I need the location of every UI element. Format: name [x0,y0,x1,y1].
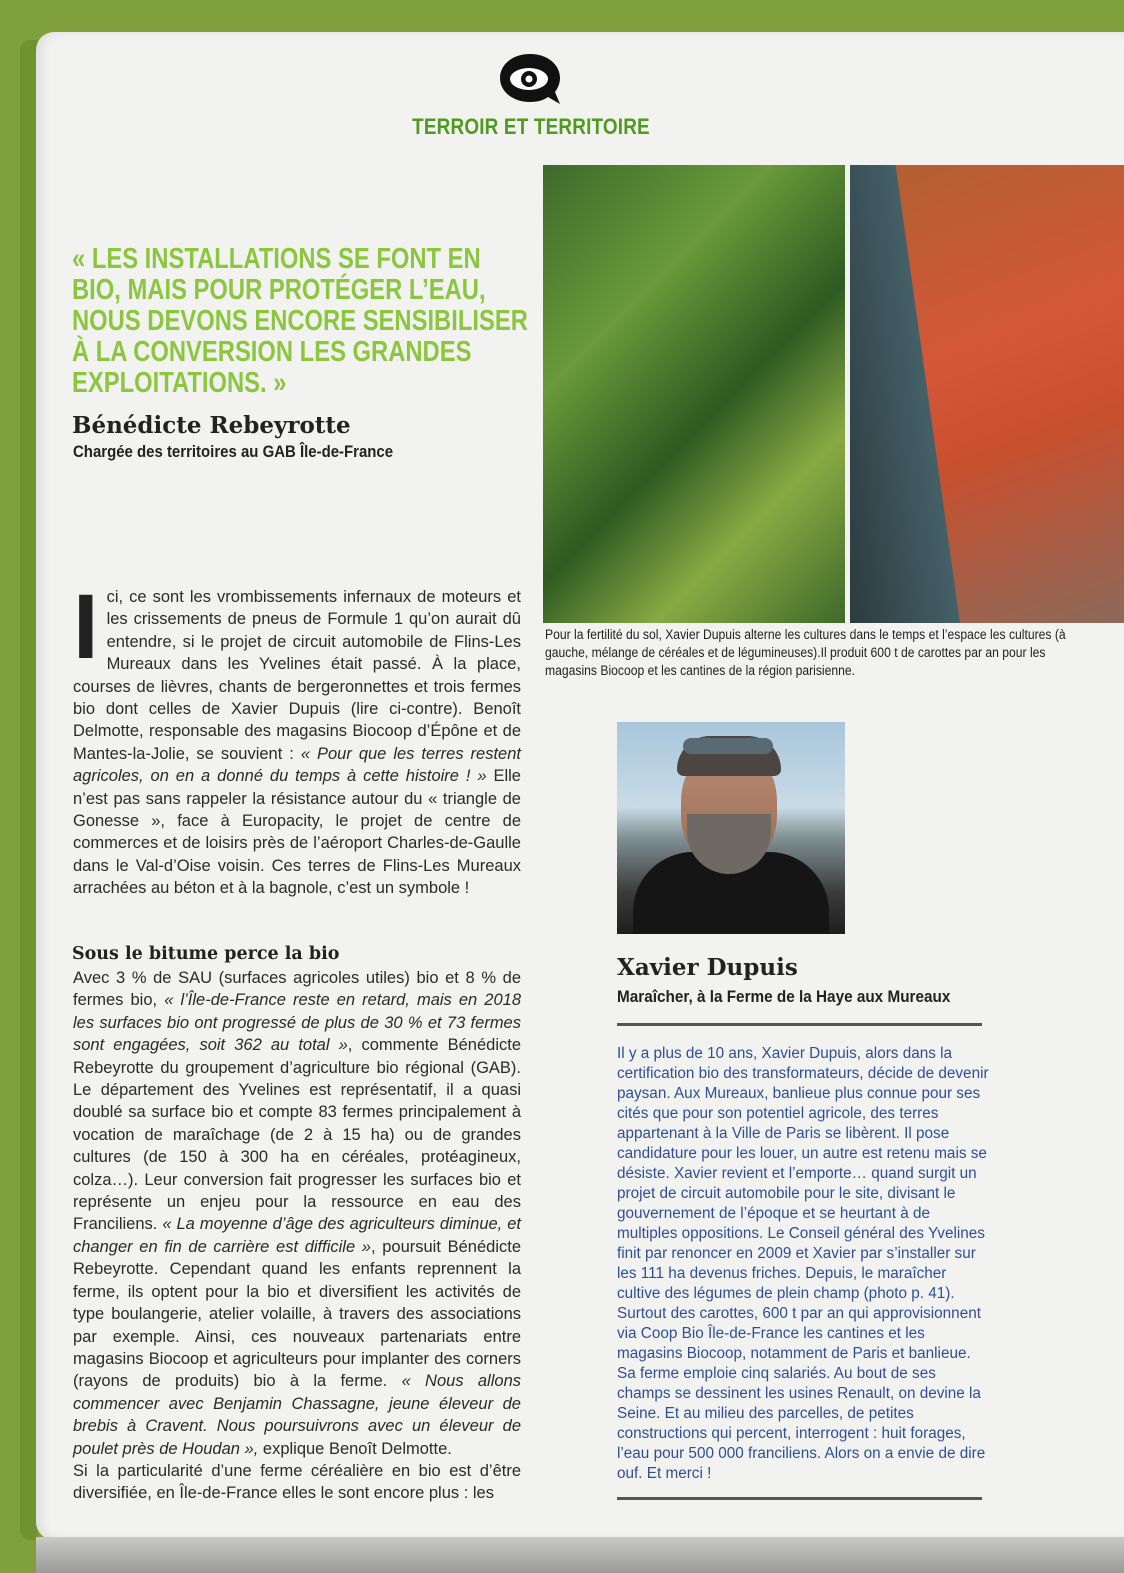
text-run: , poursuit Bénédicte Rebeyrotte. Cependant quand les enfants reprennent la ferme, ils optent pour la bio et diversifient les activités de type boulangerie, atelier volaille, à travers des associations par exemple. Ainsi, ces nouveaux partenariats entre magasins Biocoop et agriculteurs pour implanter des corners (rayons de produits) bio à la ferme. [73,1237,521,1391]
quote-run: « Pour que les terres restent agricoles, on en a donné du temps à cette histoire ! » [73,744,521,786]
profile-role: Maraîcher, à la Ferme de la Haye aux Mureaux [617,987,951,1006]
text-run: Si la particularité d’une ferme céréalière en bio est d’être diversifiée, en Île-de-France elles le sont encore plus : les [73,1461,521,1503]
eye-icon [498,52,562,106]
section-title: TERROIR ET TERRITOIRE [412,114,650,139]
quote-run: « l’Île-de-France reste en retard, mais en 2018 les surfaces bio ont progressé de plus de 30 % et 73 fermes sont engagées, soit 362 au total » [73,991,522,1055]
profile-name: Xavier Dupuis [617,954,798,981]
text-run: Avec 3 % de SAU (surfaces agricoles utiles) bio et 8 % de fermes bio, [73,969,521,1010]
photo-crop-mix [543,165,845,623]
divider [617,1497,982,1500]
text-run: explique Benoît Delmotte. [258,1439,452,1458]
quote-run: « Nous allons commencer avec Benjamin Chassagne, jeune éleveur de brebis à Cravent. Nous poursuivrons avec un éleveur de poulet près de Houdan », [73,1372,521,1458]
text-run: , commente Bénédicte Rebeyrotte du groupement d’agriculture bio régional (GAB). Le département des Yvelines est représentatif, il a quasi doublé sa surface bio et compte 83 fermes principalement à vocation de maraîchage (de 2 à 15 ha) ou de grandes cultures (de 150 à 300 ha en céréales, protéagineux, colza…). Leur conversion fait progresser les surfaces bio et représente un enjeu pour la ressource en eau des Franciliens. [73,1036,522,1234]
text-run: Elle n’est pas sans rappeler la résistance autour du « triangle de Gonesse », face à Europacity, le projet de centre de commerces et de loisirs près de l’aéroport Charles-de-Gaulle dans le Val-d’Oise voisin. Ces terres de Flins-Les Mureaux arrachées au béton et à la bagnole, c’est un symbole ! [73,767,521,898]
drop-cap: I [73,576,99,678]
quote-author: Bénédicte Rebeyrotte [72,412,351,439]
photo-carrots [850,165,1124,623]
profile-text: Il y a plus de 10 ans, Xavier Dupuis, alors dans la certification bio des transformateurs, décide de devenir paysan. Aux Mureaux, banlieue plus connue pour ses cités que pour son potentiel agricole, des terres appartenant à la Ville de Paris se libèrent. Il pose candidature pour les louer, un autre est retenu mais se désiste. Xavier revient et l’emporte… quand surgit un projet de circuit automobile pour le site, divisant le gouvernement de l’époque et se heurtant à de multiples oppositions. Le Conseil général des Yvelines finit par renoncer en 2009 et Xavier par s’installer sur les 111 ha devenus friches. Depuis, le maraîcher cultive des légumes de plein champ (photo p. 41). Surtout des carottes, 600 t par an qui approvisionnent via Coop Bio Île-de-France les cantines et les magasins Biocoop, notamment de Paris et banlieue. Sa ferme emploie cinq salariés. Au bout de ses champs se dessinent les usines Renault, on devine la Seine. Et au milieu des parcelles, de petites constructions qui percent, interrogent : huit forages, l’eau pour 500 000 franciliens. Alors on a envie de dire ouf. Et merci ! [617,1045,989,1482]
quote-run: « La moyenne d’âge des agriculteurs diminue, et changer en fin de carrière est difficile » [73,1215,521,1256]
article-subheading: Sous le bitume perce la bio [72,944,340,964]
divider [617,1023,982,1026]
portrait-photo [617,722,845,934]
pull-quote: « LES INSTALLATIONS SE FONT EN BIO, MAIS POUR PROTÉGER L’EAU, NOUS DEVONS ENCORE SENSIBILISER À LA CONVERSION LES GRANDES EXPLOITATIONS. » [72,243,528,399]
photo-caption: Pour la fertilité du sol, Xavier Dupuis alterne les cultures dans le temps et l’espace les cultures (à gauche, mélange de céréales et de légumineuses).Il produit 600 t de carottes par an pour les magasins Biocoop et les cantines de la région parisienne. [545,627,1066,678]
article-paragraph-2 [73,967,521,1505]
text-run: ci, ce sont les vrombissements infernaux de moteurs et les crissements de pneus de Formule 1 qu’on aurait dû entendre, si le projet de circuit automobile de Flins-Les Mureaux dans les Yvelines était passé. À la place, courses de lièvres, chants de bergeronnettes et trois fermes bio dont celles de Xavier Dupuis (lire ci-contre). Benoît Delmotte, responsable des magasins Biocoop d’Épône et de Mantes-la-Jolie, se souvient : [73,588,521,763]
page-bottom-edge [36,1537,1124,1573]
quote-author-role: Chargée des territoires au GAB Île-de-France [73,442,394,461]
magazine-page [36,32,1124,1540]
article-paragraph-1 [73,576,521,900]
